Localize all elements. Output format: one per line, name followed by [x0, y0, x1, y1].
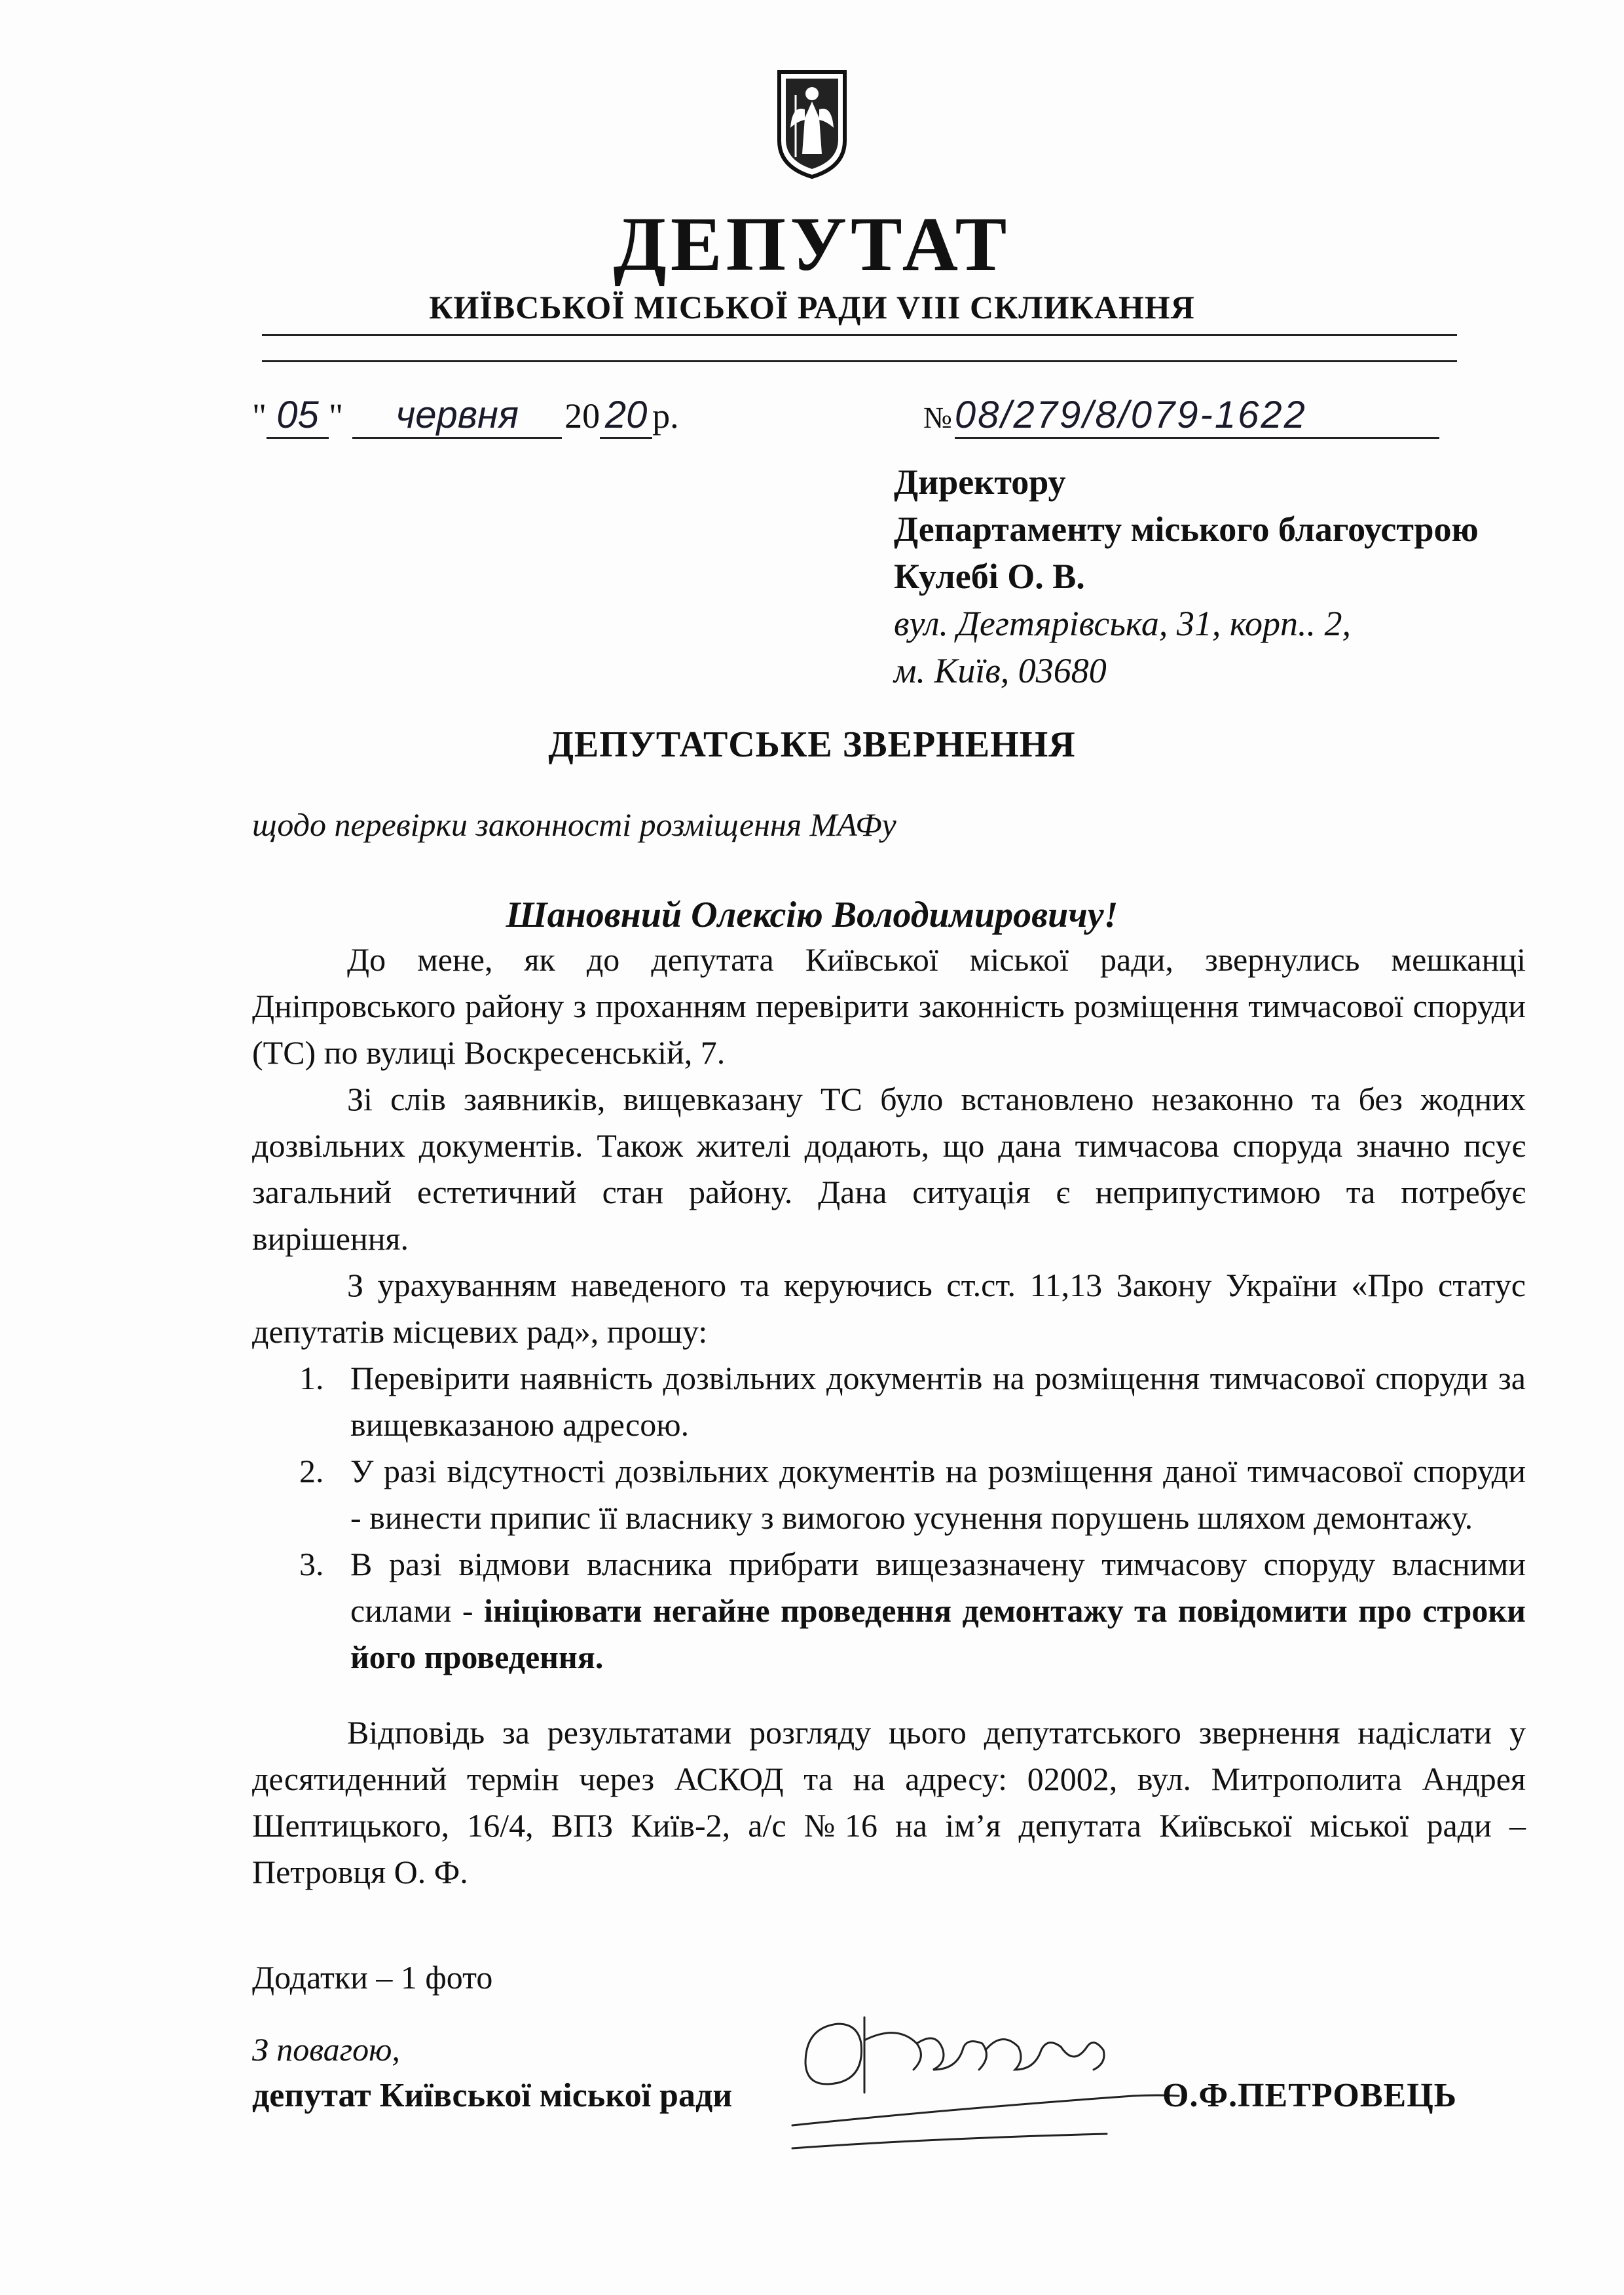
- date-year-suffix: 20: [600, 393, 652, 439]
- handwritten-signature-icon: [766, 1978, 1185, 2174]
- request-list: [252, 1355, 1526, 1681]
- date-quote-open: ": [252, 396, 267, 436]
- request-number: 1.: [299, 1360, 324, 1396]
- salutation: Шановний Олексію Володимировичу!: [506, 895, 1118, 935]
- request-text: В разі відмови власника прибрати вищезазначену тимчасову споруду власними силами -: [350, 1546, 1526, 1629]
- letter-body: [252, 937, 1526, 1681]
- addressee-street: вул. Дегтярівська, 31, корп.. 2,: [894, 604, 1352, 643]
- request-text: У разі відсутності дозвільних документів на розміщення даної тимчасової споруди - винести припис її власнику з вимогою усунення порушень шляхом демонтажу.: [350, 1453, 1526, 1536]
- header-divider-bottom: [262, 360, 1457, 362]
- body-paragraph: Зі слів заявників, вищевказану ТС було встановлено незаконно та без жодних дозвільних документів. Також жителі додають, що дана тимчасова споруда значно псує загальний естетичний стан району. Дана ситуація є неприпустимою та потребує вирішення.: [252, 1081, 1526, 1257]
- number-line: [923, 393, 1439, 439]
- request-item: [252, 1541, 1526, 1681]
- signatory-name: О.Ф.ПЕТРОВЕЦЬ: [1162, 2077, 1458, 2114]
- document-subject: щодо перевірки законності розміщення МАФу: [252, 806, 896, 843]
- date-year-prefix: 20: [564, 396, 600, 436]
- attachments-note: Додатки – 1 фото: [252, 1959, 493, 1996]
- signatory-title: депутат Київської міської ради: [252, 2077, 733, 2114]
- request-number: 2.: [299, 1453, 324, 1489]
- addressee-name: Кулебі О. В.: [894, 557, 1085, 596]
- request-item: [252, 1448, 1526, 1541]
- request-number: 3.: [299, 1546, 324, 1582]
- page-title: ДЕПУТАТ: [613, 201, 1011, 287]
- header-divider-top: [262, 334, 1457, 336]
- request-text: Перевірити наявність дозвільних документів на розміщення тимчасової споруди за вищевказаною адресою.: [350, 1360, 1526, 1443]
- body-paragraph: До мене, як до депутата Київської міської ради, звернулись мешканці Дніпровського району з проханням перевірити законність розміщення тимчасової споруди (ТС) по вулиці Воскресенській, 7.: [252, 941, 1526, 1071]
- number-value: 08/279/8/079-1622: [955, 393, 1439, 439]
- reply-request-block: [252, 1709, 1526, 1895]
- reply-request: Відповідь за результатами розгляду цього депутатського звернення надіслати у десятиденний термін через АСКОД та на адресу: 02002, вул. Митрополита Андрея Шептицького, 16/4, ВПЗ Київ-2, а/с №16 на ім’я депутата Київської міської ради – Петровця О. Ф.: [252, 1714, 1526, 1890]
- regards-line: З повагою,: [252, 2031, 400, 2068]
- date-day: 05: [267, 393, 329, 439]
- number-label: №: [923, 401, 952, 434]
- date-quote-close: ": [329, 396, 344, 436]
- date-line: [252, 393, 679, 439]
- body-paragraph: З урахуванням наведеного та керуючись ст.ст. 11,13 Закону України «Про статус депутатів місцевих рад», прошу:: [252, 1267, 1526, 1350]
- date-month: червня: [352, 393, 562, 439]
- addressee-block: [894, 458, 1479, 694]
- document-title: ДЕПУТАТСЬКЕ ЗВЕРНЕННЯ: [548, 724, 1076, 765]
- request-item: [252, 1355, 1526, 1448]
- request-text-bold: ініціювати негайне проведення демонтажу та повідомити про строки його проведення.: [350, 1592, 1526, 1675]
- addressee-department: Департаменту міського благоустрою: [894, 510, 1479, 549]
- date-suffix: р.: [652, 396, 679, 436]
- addressee-position: Директору: [894, 462, 1066, 502]
- addressee-city: м. Київ, 03680: [894, 651, 1107, 690]
- coat-of-arms-icon: [776, 69, 848, 180]
- council-subtitle: КИЇВСЬКОЇ МІСЬКОЇ РАДИ VIII СКЛИКАННЯ: [429, 289, 1195, 326]
